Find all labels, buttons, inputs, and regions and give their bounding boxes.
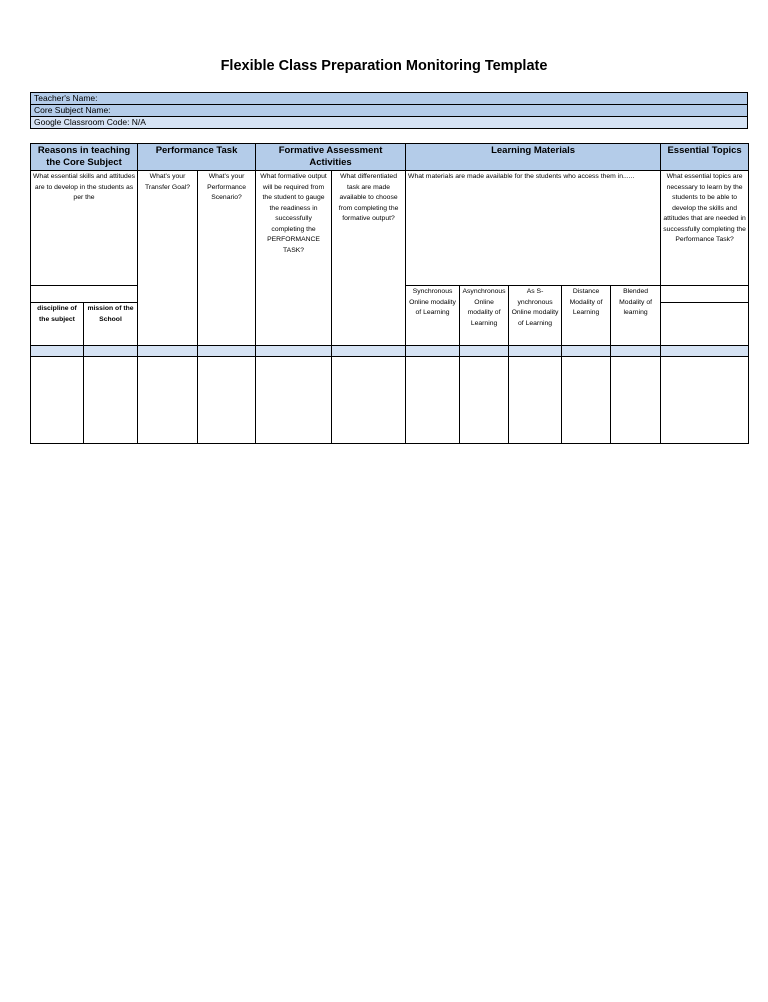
reasons-spacer (31, 286, 138, 303)
entry-cell[interactable] (84, 357, 138, 444)
entry-cell[interactable] (31, 357, 84, 444)
monitoring-table (30, 143, 749, 444)
discipline-subheader: discipline of the subject (31, 303, 84, 346)
transfer-goal-question: What's your Transfer Goal? (138, 171, 198, 346)
essential-topics-question: What essential topics are necessary to learn by the students to be able to develop the skills and attitudes that are needed in successfully completing the Performance Task? (661, 171, 749, 286)
entry-cell[interactable] (256, 357, 332, 444)
header-reasons: Reasons in teaching the Core Subject (31, 144, 138, 171)
core-subject-field[interactable]: Core Subject Name: (31, 105, 748, 117)
modality-blended: Blended Modality of learning (611, 286, 661, 346)
entry-cell[interactable] (406, 357, 460, 444)
entry-cell[interactable] (332, 357, 406, 444)
page-title: Flexible Class Preparation Monitoring Template (220, 58, 548, 74)
materials-question: What materials are made available for the students who access them in...... (406, 171, 661, 286)
performance-scenario-question: What's your Performance Scenario? (198, 171, 256, 346)
mission-subheader: mission of the School (84, 303, 138, 346)
entry-cell[interactable] (611, 357, 661, 444)
band-cell[interactable] (198, 346, 256, 357)
header-learning-materials: Learning Materials (406, 144, 661, 171)
modality-distance: Distance Modality of Learning (562, 286, 611, 346)
band-cell[interactable] (406, 346, 460, 357)
formative-output-question: What formative output will be required from the student to gauge the readiness in successfully completing the PERFORMANCE TASK? (256, 171, 332, 346)
modality-synchronous: Synchronous Online modality of Learning (406, 286, 460, 346)
header-performance-task: Performance Task (138, 144, 256, 171)
essential-empty (661, 303, 749, 346)
modality-as-synchronous: As S-ynchronous Online modality of Learning (509, 286, 562, 346)
band-cell[interactable] (562, 346, 611, 357)
entry-cell[interactable] (198, 357, 256, 444)
band-cell[interactable] (84, 346, 138, 357)
band-cell[interactable] (332, 346, 406, 357)
classroom-code-field[interactable]: Google Classroom Code: N/A (31, 117, 748, 129)
band-cell[interactable] (138, 346, 198, 357)
band-cell[interactable] (256, 346, 332, 357)
band-cell[interactable] (460, 346, 509, 357)
band-cell[interactable] (661, 346, 749, 357)
header-essential-topics: Essential Topics (661, 144, 749, 171)
teacher-name-field[interactable]: Teacher's Name: (31, 93, 748, 105)
modality-asynchronous: Asynchronous Online modality of Learning (460, 286, 509, 346)
reasons-question: What essential skills and attitudes are to develop in the students as per the (31, 171, 138, 286)
differentiated-task-question: What differentiated task are made available to choose from completing the formative output? (332, 171, 406, 346)
band-cell[interactable] (509, 346, 562, 357)
entry-cell[interactable] (661, 357, 749, 444)
entry-cell[interactable] (138, 357, 198, 444)
band-cell[interactable] (611, 346, 661, 357)
info-table (30, 92, 748, 129)
essential-spacer (661, 286, 749, 303)
header-formative: Formative Assessment Activities (256, 144, 406, 171)
entry-cell[interactable] (460, 357, 509, 444)
entry-cell[interactable] (509, 357, 562, 444)
band-cell[interactable] (31, 346, 84, 357)
entry-cell[interactable] (562, 357, 611, 444)
